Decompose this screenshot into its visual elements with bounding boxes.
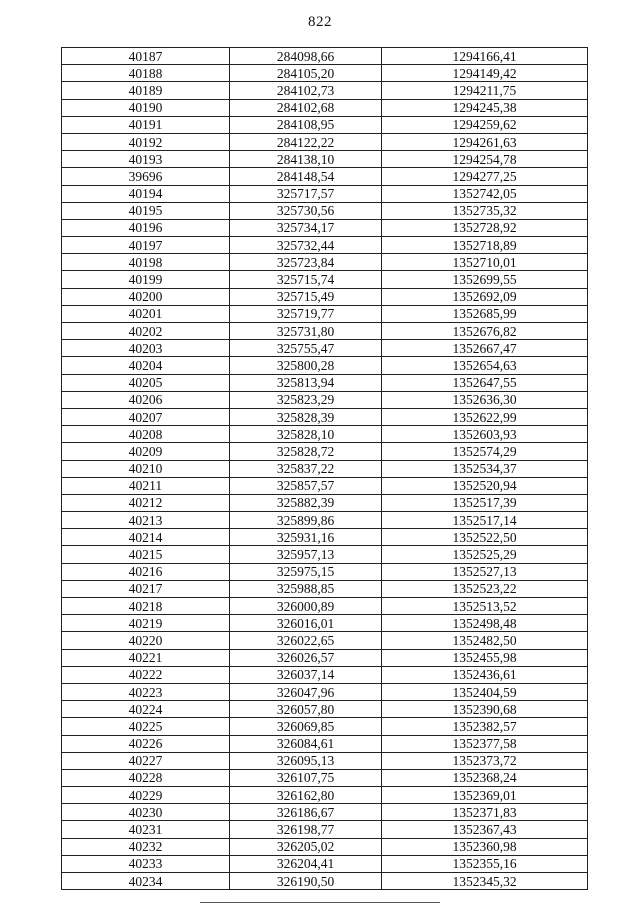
x-coordinate-cell: 325899,86 bbox=[230, 512, 382, 529]
table-row bbox=[62, 529, 588, 546]
x-coordinate-cell: 326205,02 bbox=[230, 838, 382, 855]
x-coordinate-cell: 284105,20 bbox=[230, 65, 382, 82]
x-coordinate-cell: 326022,65 bbox=[230, 632, 382, 649]
y-coordinate-cell: 1352390,68 bbox=[382, 701, 588, 718]
y-coordinate-cell: 1294254,78 bbox=[382, 151, 588, 168]
y-coordinate-cell: 1352636,30 bbox=[382, 391, 588, 408]
point-number-cell: 40213 bbox=[62, 512, 230, 529]
y-coordinate-cell: 1352369,01 bbox=[382, 787, 588, 804]
y-coordinate-cell: 1352517,14 bbox=[382, 512, 588, 529]
y-coordinate-cell: 1352647,55 bbox=[382, 374, 588, 391]
x-coordinate-cell: 325823,29 bbox=[230, 391, 382, 408]
y-coordinate-cell: 1352436,61 bbox=[382, 666, 588, 683]
x-coordinate-cell: 284138,10 bbox=[230, 151, 382, 168]
point-number-cell: 40217 bbox=[62, 580, 230, 597]
y-coordinate-cell: 1294259,62 bbox=[382, 116, 588, 133]
table-row bbox=[62, 374, 588, 391]
x-coordinate-cell: 325717,57 bbox=[230, 185, 382, 202]
point-number-cell: 40212 bbox=[62, 494, 230, 511]
x-coordinate-cell: 325828,72 bbox=[230, 443, 382, 460]
table-row bbox=[62, 683, 588, 700]
point-number-cell: 39696 bbox=[62, 168, 230, 185]
table-row bbox=[62, 838, 588, 855]
y-coordinate-cell: 1352527,13 bbox=[382, 563, 588, 580]
x-coordinate-cell: 325882,39 bbox=[230, 494, 382, 511]
y-coordinate-cell: 1352382,57 bbox=[382, 718, 588, 735]
table-row bbox=[62, 443, 588, 460]
point-number-cell: 40207 bbox=[62, 408, 230, 425]
table-row bbox=[62, 391, 588, 408]
x-coordinate-cell: 325730,56 bbox=[230, 202, 382, 219]
x-coordinate-cell: 325857,57 bbox=[230, 477, 382, 494]
x-coordinate-cell: 326057,80 bbox=[230, 701, 382, 718]
x-coordinate-cell: 326186,67 bbox=[230, 804, 382, 821]
coordinates-table bbox=[61, 47, 588, 890]
y-coordinate-cell: 1294149,42 bbox=[382, 65, 588, 82]
x-coordinate-cell: 326084,61 bbox=[230, 735, 382, 752]
x-coordinate-cell: 326000,89 bbox=[230, 598, 382, 615]
x-coordinate-cell: 326095,13 bbox=[230, 752, 382, 769]
y-coordinate-cell: 1352455,98 bbox=[382, 649, 588, 666]
point-number-cell: 40203 bbox=[62, 340, 230, 357]
x-coordinate-cell: 325957,13 bbox=[230, 546, 382, 563]
x-coordinate-cell: 284122,22 bbox=[230, 133, 382, 150]
x-coordinate-cell: 325975,15 bbox=[230, 563, 382, 580]
point-number-cell: 40202 bbox=[62, 323, 230, 340]
table-row bbox=[62, 305, 588, 322]
table-row bbox=[62, 873, 588, 890]
x-coordinate-cell: 325813,94 bbox=[230, 374, 382, 391]
x-coordinate-cell: 325732,44 bbox=[230, 237, 382, 254]
x-coordinate-cell: 326026,57 bbox=[230, 649, 382, 666]
x-coordinate-cell: 284102,73 bbox=[230, 82, 382, 99]
point-number-cell: 40218 bbox=[62, 598, 230, 615]
table-row bbox=[62, 787, 588, 804]
y-coordinate-cell: 1352404,59 bbox=[382, 683, 588, 700]
point-number-cell: 40201 bbox=[62, 305, 230, 322]
point-number-cell: 40208 bbox=[62, 426, 230, 443]
y-coordinate-cell: 1352728,92 bbox=[382, 219, 588, 236]
table-row bbox=[62, 512, 588, 529]
table-row bbox=[62, 168, 588, 185]
y-coordinate-cell: 1352622,99 bbox=[382, 408, 588, 425]
table-row bbox=[62, 99, 588, 116]
point-number-cell: 40234 bbox=[62, 873, 230, 890]
point-number-cell: 40215 bbox=[62, 546, 230, 563]
table-row bbox=[62, 82, 588, 99]
point-number-cell: 40225 bbox=[62, 718, 230, 735]
table-row bbox=[62, 718, 588, 735]
point-number-cell: 40206 bbox=[62, 391, 230, 408]
x-coordinate-cell: 326162,80 bbox=[230, 787, 382, 804]
y-coordinate-cell: 1352735,32 bbox=[382, 202, 588, 219]
y-coordinate-cell: 1352355,16 bbox=[382, 855, 588, 872]
point-number-cell: 40199 bbox=[62, 271, 230, 288]
table-row bbox=[62, 632, 588, 649]
x-coordinate-cell: 284108,95 bbox=[230, 116, 382, 133]
point-number-cell: 40232 bbox=[62, 838, 230, 855]
x-coordinate-cell: 284102,68 bbox=[230, 99, 382, 116]
point-number-cell: 40195 bbox=[62, 202, 230, 219]
y-coordinate-cell: 1352685,99 bbox=[382, 305, 588, 322]
page-number: 822 bbox=[308, 14, 332, 30]
point-number-cell: 40216 bbox=[62, 563, 230, 580]
y-coordinate-cell: 1352498,48 bbox=[382, 615, 588, 632]
x-coordinate-cell: 325723,84 bbox=[230, 254, 382, 271]
table-row bbox=[62, 460, 588, 477]
point-number-cell: 40196 bbox=[62, 219, 230, 236]
point-number-cell: 40189 bbox=[62, 82, 230, 99]
table-row bbox=[62, 821, 588, 838]
table-row bbox=[62, 426, 588, 443]
table-row bbox=[62, 254, 588, 271]
point-number-cell: 40204 bbox=[62, 357, 230, 374]
table-row bbox=[62, 185, 588, 202]
point-number-cell: 40221 bbox=[62, 649, 230, 666]
table-row bbox=[62, 666, 588, 683]
table-row bbox=[62, 116, 588, 133]
table-row bbox=[62, 735, 588, 752]
table-row bbox=[62, 151, 588, 168]
y-coordinate-cell: 1352710,01 bbox=[382, 254, 588, 271]
y-coordinate-cell: 1352513,52 bbox=[382, 598, 588, 615]
y-coordinate-cell: 1352667,47 bbox=[382, 340, 588, 357]
table-row bbox=[62, 855, 588, 872]
coordinates-table-body bbox=[62, 48, 588, 890]
x-coordinate-cell: 325931,16 bbox=[230, 529, 382, 546]
table-row bbox=[62, 546, 588, 563]
point-number-cell: 40188 bbox=[62, 65, 230, 82]
table-row bbox=[62, 219, 588, 236]
x-coordinate-cell: 325734,17 bbox=[230, 219, 382, 236]
y-coordinate-cell: 1352676,82 bbox=[382, 323, 588, 340]
point-number-cell: 40224 bbox=[62, 701, 230, 718]
point-number-cell: 40223 bbox=[62, 683, 230, 700]
point-number-cell: 40220 bbox=[62, 632, 230, 649]
y-coordinate-cell: 1352534,37 bbox=[382, 460, 588, 477]
table-row bbox=[62, 48, 588, 65]
x-coordinate-cell: 326069,85 bbox=[230, 718, 382, 735]
point-number-cell: 40219 bbox=[62, 615, 230, 632]
point-number-cell: 40198 bbox=[62, 254, 230, 271]
table-row bbox=[62, 598, 588, 615]
point-number-cell: 40193 bbox=[62, 151, 230, 168]
point-number-cell: 40226 bbox=[62, 735, 230, 752]
point-number-cell: 40187 bbox=[62, 48, 230, 65]
table-row bbox=[62, 477, 588, 494]
y-coordinate-cell: 1294277,25 bbox=[382, 168, 588, 185]
point-number-cell: 40231 bbox=[62, 821, 230, 838]
y-coordinate-cell: 1352718,89 bbox=[382, 237, 588, 254]
table-row bbox=[62, 615, 588, 632]
table-row bbox=[62, 340, 588, 357]
y-coordinate-cell: 1294261,63 bbox=[382, 133, 588, 150]
x-coordinate-cell: 326204,41 bbox=[230, 855, 382, 872]
table-row bbox=[62, 701, 588, 718]
x-coordinate-cell: 325828,39 bbox=[230, 408, 382, 425]
point-number-cell: 40194 bbox=[62, 185, 230, 202]
point-number-cell: 40210 bbox=[62, 460, 230, 477]
y-coordinate-cell: 1352522,50 bbox=[382, 529, 588, 546]
point-number-cell: 40190 bbox=[62, 99, 230, 116]
y-coordinate-cell: 1352345,32 bbox=[382, 873, 588, 890]
point-number-cell: 40197 bbox=[62, 237, 230, 254]
x-coordinate-cell: 284098,66 bbox=[230, 48, 382, 65]
table-row bbox=[62, 133, 588, 150]
point-number-cell: 40227 bbox=[62, 752, 230, 769]
point-number-cell: 40192 bbox=[62, 133, 230, 150]
x-coordinate-cell: 284148,54 bbox=[230, 168, 382, 185]
table-row bbox=[62, 408, 588, 425]
point-number-cell: 40214 bbox=[62, 529, 230, 546]
table-row bbox=[62, 494, 588, 511]
point-number-cell: 40211 bbox=[62, 477, 230, 494]
x-coordinate-cell: 325755,47 bbox=[230, 340, 382, 357]
x-coordinate-cell: 325800,28 bbox=[230, 357, 382, 374]
x-coordinate-cell: 326047,96 bbox=[230, 683, 382, 700]
point-number-cell: 40228 bbox=[62, 769, 230, 786]
y-coordinate-cell: 1294211,75 bbox=[382, 82, 588, 99]
y-coordinate-cell: 1294245,38 bbox=[382, 99, 588, 116]
point-number-cell: 40205 bbox=[62, 374, 230, 391]
y-coordinate-cell: 1352377,58 bbox=[382, 735, 588, 752]
y-coordinate-cell: 1352603,93 bbox=[382, 426, 588, 443]
x-coordinate-cell: 326107,75 bbox=[230, 769, 382, 786]
point-number-cell: 40229 bbox=[62, 787, 230, 804]
y-coordinate-cell: 1352525,29 bbox=[382, 546, 588, 563]
y-coordinate-cell: 1352371,83 bbox=[382, 804, 588, 821]
table-row bbox=[62, 202, 588, 219]
table-row bbox=[62, 769, 588, 786]
y-coordinate-cell: 1352692,09 bbox=[382, 288, 588, 305]
table-row bbox=[62, 563, 588, 580]
table-row bbox=[62, 323, 588, 340]
point-number-cell: 40233 bbox=[62, 855, 230, 872]
table-row bbox=[62, 357, 588, 374]
y-coordinate-cell: 1352654,63 bbox=[382, 357, 588, 374]
x-coordinate-cell: 326190,50 bbox=[230, 873, 382, 890]
x-coordinate-cell: 325715,74 bbox=[230, 271, 382, 288]
y-coordinate-cell: 1352523,22 bbox=[382, 580, 588, 597]
point-number-cell: 40191 bbox=[62, 116, 230, 133]
y-coordinate-cell: 1352520,94 bbox=[382, 477, 588, 494]
x-coordinate-cell: 326198,77 bbox=[230, 821, 382, 838]
table-row bbox=[62, 65, 588, 82]
y-coordinate-cell: 1294166,41 bbox=[382, 48, 588, 65]
x-coordinate-cell: 325719,77 bbox=[230, 305, 382, 322]
point-number-cell: 40200 bbox=[62, 288, 230, 305]
y-coordinate-cell: 1352742,05 bbox=[382, 185, 588, 202]
x-coordinate-cell: 325715,49 bbox=[230, 288, 382, 305]
y-coordinate-cell: 1352517,39 bbox=[382, 494, 588, 511]
x-coordinate-cell: 325731,80 bbox=[230, 323, 382, 340]
x-coordinate-cell: 325828,10 bbox=[230, 426, 382, 443]
page-bottom-rule bbox=[200, 902, 440, 903]
point-number-cell: 40230 bbox=[62, 804, 230, 821]
point-number-cell: 40222 bbox=[62, 666, 230, 683]
table-row bbox=[62, 752, 588, 769]
table-row bbox=[62, 804, 588, 821]
y-coordinate-cell: 1352367,43 bbox=[382, 821, 588, 838]
y-coordinate-cell: 1352360,98 bbox=[382, 838, 588, 855]
y-coordinate-cell: 1352368,24 bbox=[382, 769, 588, 786]
table-row bbox=[62, 649, 588, 666]
table-row bbox=[62, 288, 588, 305]
y-coordinate-cell: 1352373,72 bbox=[382, 752, 588, 769]
x-coordinate-cell: 325988,85 bbox=[230, 580, 382, 597]
table-row bbox=[62, 580, 588, 597]
table-row bbox=[62, 271, 588, 288]
point-number-cell: 40209 bbox=[62, 443, 230, 460]
x-coordinate-cell: 325837,22 bbox=[230, 460, 382, 477]
x-coordinate-cell: 326037,14 bbox=[230, 666, 382, 683]
table-row bbox=[62, 237, 588, 254]
y-coordinate-cell: 1352699,55 bbox=[382, 271, 588, 288]
y-coordinate-cell: 1352482,50 bbox=[382, 632, 588, 649]
x-coordinate-cell: 326016,01 bbox=[230, 615, 382, 632]
y-coordinate-cell: 1352574,29 bbox=[382, 443, 588, 460]
